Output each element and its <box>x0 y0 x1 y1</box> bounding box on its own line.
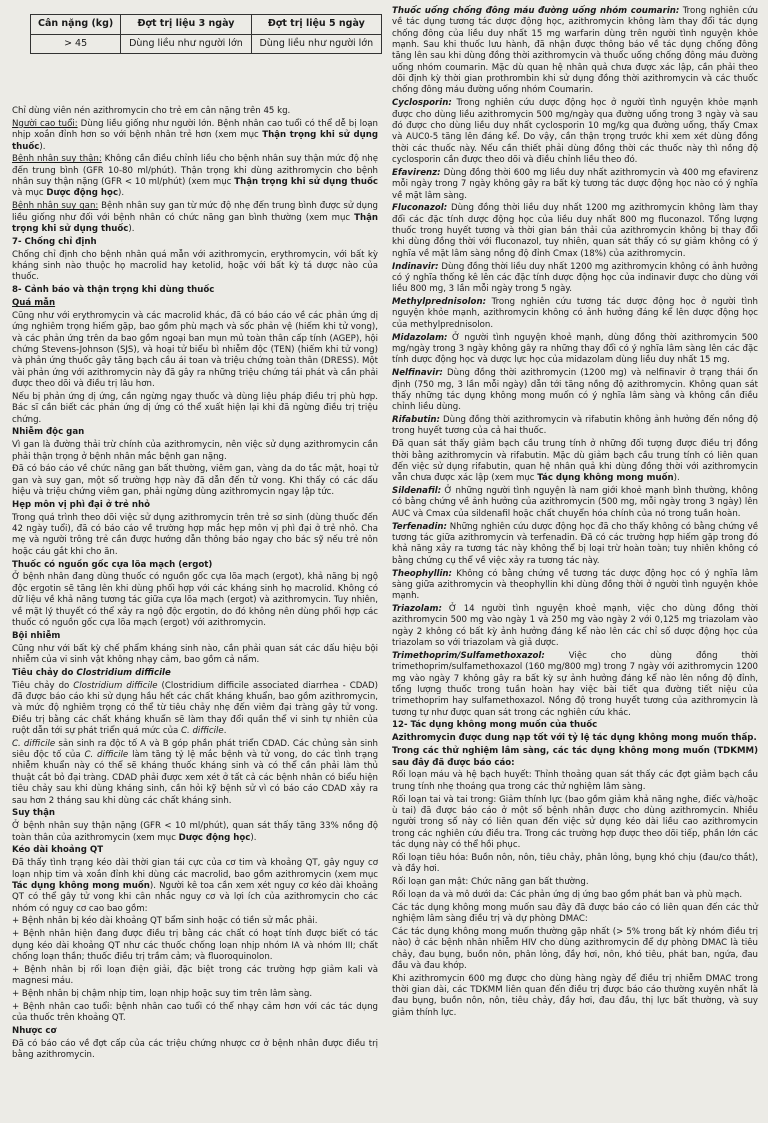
paragraph: Chỉ dùng viên nén azithromycin cho trẻ em cân nặng trên 45 kg. <box>12 106 291 117</box>
subsection-heading: Suy thận <box>12 808 56 819</box>
paragraph: Cũng như với bất kỳ chế phẩm kháng sinh nào, cần phải quan sát các dấu hiệu bội nhiễm của vi sinh vật không nhạy cảm, bao gồm cả nấm. <box>12 643 378 665</box>
paragraph: Trong quá trình theo dõi việc sử dụng azithromycin trên trẻ sơ sinh (dùng thuốc đến 42 ngày tuổi), đã có báo cáo về trường hợp mắc hẹp môn vị phì đại ở trẻ nhỏ. Cha mẹ và người trông trẻ cần được hướng dẫn thông báo ngay cho bác sỹ nếu trẻ nôn hoặc cáu gắt khi cho ăn. <box>12 512 378 557</box>
list-item: + Bệnh nhân bị kéo dài khoảng QT bẩm sinh hoặc có tiền sử mắc phải. <box>12 916 318 927</box>
paragraph: Fluconazol: Dùng đồng thời liều duy nhất 1200 mg azithromycin không làm thay đổi các đặc tính dược động học của liều duy nhất 800 mg fluconazol. Tổng lượng thuốc trong huyết tương và thời gian bán thải của azithromycin không bị thay đổi khi dùng đồng thời với fluconazol, tuy nhiên, quan sát thấy có sự giảm không có ý nghĩa về mặt lâm sàng nồng độ đỉnh Cmax (18%) của azithromycin. <box>392 203 758 259</box>
dosage-table <box>30 14 382 54</box>
paragraph: Các tác dụng không mong muốn sau đây đã được báo cáo có liên quan đến các thử nghiệm lâm sàng điều trị và dự phòng DMAC: <box>392 902 758 924</box>
paragraph: Nelfinavir: Dùng đồng thời azithromycin (1200 mg) và nelfinavir ở trạng thái ổn định (750 mg, 3 lần mỗi ngày) dẫn tới tăng nồng độ azithromycin. Không quan sát thấy những tác dụng không mong muốn có ý nghĩa lâm sàng và không cần điều chỉnh liều dùng. <box>392 368 758 413</box>
subsection-heading: Kéo dài khoảng QT <box>12 845 104 856</box>
paragraph-bold: Azithromycin được dung nạp tốt với tỷ lệ tác dụng không mong muốn thấp. <box>392 733 757 744</box>
subsection-heading: Tiêu chảy do Clostridium difficile <box>12 667 171 678</box>
paragraph-hepatic: Bệnh nhân suy gan: Bệnh nhân suy gan từ mức độ nhẹ đến trung bình được sử dụng liều giống như đối với bệnh nhân có chức năng gan bình thường (xem mục Thận trọng khi sử dụng thuốc). <box>12 201 378 234</box>
list-item: + Bệnh nhân hiện đang được điều trị bằng các chất có hoạt tính được biết có tác dụng kéo dài khoảng QT như các thuốc chống loạn nhịp nhóm IA và nhóm III; chất chống loạn thần; thuốc điều trị trầm cảm; và fluoroquinolon. <box>12 929 378 962</box>
paragraph: Terfenadin: Những nghiên cứu dược động học đã cho thấy không có bằng chứng về tương tác giữa azithromycin và terfenadin. Đã có các trường hợp hiếm gặp trong đó khả năng xảy ra tương tác này không thể bị loại trừ hoàn toàn; tuy nhiên không có bằng chứng cụ thể về việc xảy ra tương tác này. <box>392 521 758 566</box>
paragraph: Rối loạn máu và hệ bạch huyết: Thỉnh thoảng quan sát thấy các đợt giảm bạch cầu trung tính nhẹ thoáng qua trong các thử nghiệm lâm sàng. <box>392 770 758 792</box>
table-header-row <box>31 15 382 35</box>
right-column <box>392 6 758 1119</box>
paragraph: Ở bệnh nhân suy thận nặng (GFR < 10 ml/phút), quan sát thấy tăng 33% nồng độ toàn thân của azithromycin (xem mục Dược động học). <box>12 821 378 843</box>
subsection-heading: Nhược cơ <box>12 1026 57 1037</box>
paragraph: Cũng như với erythromycin và các macrolid khác, đã có báo cáo về các phản ứng dị ứng nghiêm trọng hiếm gặp, bao gồm phù mạch và sốc phản vệ (hiếm khi tử vong), và các phản ứng trên da bao gồm ngoại ban mụn mủ toàn thân cấp tính (AGEP), hội chứng Stevens-Johnson (SJS), và hoại tử biểu bì nhiễm độc (TEN) (hiếm khi tử vong) và phản ứng thuốc gây tăng bạch cầu ái toan và triệu chứng toàn thân (DRESS). Một vài phản ứng với azithromycin này đã gây ra những triệu chứng tái phát và cần phải được theo dõi và điều trị lâu hơn. <box>12 310 378 389</box>
paragraph: Chống chỉ định cho bệnh nhân quá mẫn với azithromycin, erythromycin, với bất kỳ kháng sinh nào thuộc họ macrolid hay ketolid, hoặc với bất kỳ tá dược nào của thuốc. <box>12 249 378 283</box>
paragraph: Các tác dụng không mong muốn thường gặp nhất (> 5% trong bất kỳ nhóm điều trị nào) ở các bệnh nhân nhiễm HIV cho dùng azithromycin để dự phòng DMAC là tiêu chảy, đau bụng, buồn nôn, phân lỏng, đầy hơi, nôn, khó tiêu, phát ban, ngứa, đau đầu và đau khớp. <box>392 926 758 971</box>
paragraph: Vì gan là đường thải trừ chính của azithromycin, nên việc sử dụng azithromycin cần phải thận trọng ở bệnh nhân mắc bệnh gan nặng. <box>12 440 378 462</box>
paragraph: Ở bệnh nhân đang dùng thuốc có nguồn gốc cựa lõa mạch (ergot), khả năng bị ngộ độc ergotin sẽ tăng lên khi dùng phối hợp với các kháng sinh họ macrolid. Không có dữ liệu về khả năng tương tác giữa cựa lõa mạch (ergot) và azithromycin. Tuy nhiên, về mặt lý thuyết có thể xảy ra ngộ độc ergotin, do đó không nên dùng phối hợp các thuốc có nguồn gốc cựa lõa mạch (ergot) với azithromycin. <box>12 572 378 628</box>
list-item: + Bệnh nhân bị rối loạn điện giải, đặc biệt trong các trường hợp giảm kali và magnesi máu. <box>12 964 378 987</box>
paragraph-bold: Trong các thử nghiệm lâm sàng, các tác dụng không mong muốn (TDKMM) sau đây đã được báo cáo: <box>392 746 758 768</box>
paragraph: Rối loạn gan mật: Chức năng gan bất thường. <box>392 876 589 887</box>
subsection-heading: Thuốc có nguồn gốc cựa lõa mạch (ergot) <box>12 559 213 570</box>
table-cell: Dùng liều như người lớn <box>251 34 381 54</box>
paragraph: C. difficile sản sinh ra độc tố A và B góp phần phát triển CDAD. Các chủng sản sinh siêu độc tố của C. difficile làm tăng tỷ lệ mắc bệnh và tử vong, do các tình trạng nhiễm khuẩn này có thể sẽ kháng thuốc kháng sinh và có thể cần phải làm thủ thuật cắt bỏ đại tràng. CDAD phải được xem xét ở tất cả các bệnh nhân có biểu hiện tiêu chảy sau khi dùng kháng sinh, cần hỏi kỹ bệnh sử vì có báo cáo CDAD xảy ra sau hơn 2 tháng sau khi dùng các chất kháng sinh. <box>12 738 379 806</box>
paragraph-elderly: Người cao tuổi: Dùng liều giống như người lớn. Bệnh nhân cao tuổi có thể dễ bị loạn nhịp xoắn đỉnh hơn so với bệnh nhân trẻ hơn (xem mục Thận trọng khi sử dụng thuốc). <box>12 118 378 152</box>
left-column <box>12 6 378 1119</box>
table-header-cell: Đợt trị liệu 5 ngày <box>251 15 381 35</box>
section-heading: 12- Tác dụng không mong muốn của thuốc <box>392 720 598 731</box>
table-header-cell: Đợt trị liệu 3 ngày <box>121 15 251 35</box>
paragraph: Sildenafil: Ở những người tình nguyện là nam giới khoẻ mạnh bình thường, không có bằng chứng về ảnh hưởng của azithromycin (500 mg, mỗi ngày trong 3 ngày) lên AUC và Cmax của sildenafil hoặc chất chuyển hóa chính của nó trong tuần hoàn. <box>392 486 758 519</box>
paragraph: Rối loạn tiêu hóa: Buồn nôn, nôn, tiêu chảy, phân lỏng, bụng khó chịu (đau/co thắt), và đầy hơi. <box>392 852 758 875</box>
paragraph: Đã thấy tình trạng kéo dài thời gian tái cực của cơ tim và khoảng QT, gây nguy cơ loạn nhịp tim và xoắn đỉnh khi dùng các macrolid, bao gồm azithromycin (xem mục Tác dụng không mong muốn). Người kê toa cần xem xét nguy cơ kéo dài khoảng QT có thể gây tử vong khi cân nhắc nguy cơ và lợi ích của azithromycin cho các nhóm có nguy cơ cao bao gồm: <box>12 858 378 914</box>
paragraph: Midazolam: Ở người tình nguyện khoẻ mạnh, dùng đồng thời azithromycin 500 mg/ngày trong 3 ngày không gây ra những thay đổi có ý nghĩa lâm sàng lên các đặc tính dược động học và dược lực học của midazolam dùng liều duy nhất 15 mg. <box>392 332 758 366</box>
paragraph: Đã quan sát thấy giảm bạch cầu trung tính ở những đối tượng được điều trị đồng thời bằng azithromycin và rifabutin. Mặc dù giảm bạch cầu trung tính có liên quan đến việc sử dụng rifabutin, quan hệ nhân quả khi dùng đồng thời với azithromycin vẫn chưa được xác lập (xem mục Tác dụng không mong muốn). <box>392 439 758 484</box>
table-row <box>31 34 382 54</box>
subsection-heading: Quá mẫn <box>12 298 56 309</box>
subsection-heading: Nhiễm độc gan <box>12 427 85 438</box>
paragraph: Theophyllin: Không có bằng chứng về tương tác dược động học có ý nghĩa lâm sàng giữa azithromycin và theophyllin khi dùng đồng thời ở người tình nguyện khỏe mạnh. <box>392 568 758 602</box>
paragraph: Triazolam: Ở 14 người tình nguyện khoẻ mạnh, việc cho dùng đồng thời azithromycin 500 mg vào ngày 1 và 250 mg vào ngày 2 với 0,125 mg triazolam vào ngày 2 không có bất kỳ ảnh hưởng đáng kể nào lên các chỉ số dược động học của triazolam so với triazolam và giả dược. <box>392 604 758 649</box>
paragraph: Khi azithromycin 600 mg được cho dùng hàng ngày để điều trị nhiễm DMAC trong thời gian dài, các TDKMM liên quan đến điều trị được báo cáo thường xuyên nhất là đau bụng, buồn nôn, nôn, tiêu chảy, đầy hơi, đau đầu, thị lực bất thường, và suy giảm thính lực. <box>392 973 758 1018</box>
paragraph: Methylprednisolon: Trong nghiên cứu tương tác dược động học ở người tình nguyện khỏe mạnh, azithromycin không có ảnh hưởng đáng kể lên dược động học của methylprednisolon. <box>392 297 758 330</box>
paragraph: Rối loạn da và mô dưới da: Các phản ứng dị ứng bao gồm phát ban và phù mạch. <box>392 889 743 900</box>
section-heading: 7- Chống chỉ định <box>12 236 97 247</box>
table-cell: Dùng liều như người lớn <box>121 34 251 54</box>
list-item: + Bệnh nhân bị chậm nhịp tim, loạn nhịp hoặc suy tim trên lâm sàng. <box>12 989 313 999</box>
list-item: + Bệnh nhân cao tuổi: bệnh nhân cao tuổi có thể nhạy cảm hơn với các tác dụng của thuốc trên khoảng QT. <box>12 1001 378 1024</box>
paragraph: Nếu bị phản ứng dị ứng, cần ngừng ngay thuốc và dùng liệu pháp điều trị phù hợp. Bác sĩ cần biết các phản ứng dị ứng có thể xuất hiện lại khi đã ngừng điều trị triệu chứng. <box>12 391 378 425</box>
paragraph-coumarin: Thuốc uống chống đông máu đường uống nhóm coumarin: Trong nghiên cứu về tác dụng tương tác dược động học, azithromycin không làm thay đổi tác dụng chống đông của liều duy nhất 15 mg warfarin dùng trên người tình nguyện khỏe mạnh. Sau khi thuốc lưu hành, đã nhận được thông báo về tác dụng chống đông tăng lên sau khi dùng đồng thời azithromycin và thuốc uống chống đông máu đường uống nhóm coumarin. Mặc dù quan hệ nhân quả chưa được xác lập, cần phải theo dõi định kỳ thời gian prothrombin khi sử dụng đồng thời azithromycin và các thuốc chống đông máu đường uống nhóm Coumarin. <box>392 6 758 96</box>
table-cell: > 45 <box>31 34 121 54</box>
section-heading: 8- Cảnh báo và thận trọng khi dùng thuốc <box>12 285 215 296</box>
paragraph: Cyclosporin: Trong nghiên cứu dược động học ở người tình nguyện khỏe mạnh được cho dùng liều azithromycin 500 mg/ngày qua đường uống trong 3 ngày và sau đó được cho dùng liều duy nhất cyclosporin 10 mg/kg qua đường uống, thấy Cmax và AUC0-5 tăng lên đáng kể. Do vậy, cần thận trọng trước khi xem xét dùng đồng thời các thuốc này. Nếu cần thiết phải dùng đồng thời các thuốc này thì nồng độ cyclosporin cần được theo dõi và điều chỉnh liều theo đó. <box>392 98 758 165</box>
paragraph: Trimethoprim/Sulfamethoxazol: Việc cho dùng đồng thời trimethoprim/sulfamethoxazol (160 mg/800 mg) trong 7 ngày với azithromycin 1200 mg vào ngày 7 không gây ra bất kỳ sự ảnh hưởng đáng kể nào lên nồng độ đỉnh, tổng lượng thuốc trong tuần hoàn hay việc bài tiết qua đường tiết niệu của trimethoprim hay sulfamethoxazol. Nồng độ trong huyết tương của azithromycin là tương tự như được quan sát trong các nghiên cứu khác. <box>392 650 758 718</box>
paragraph: Đã có báo cáo về đợt cấp của các triệu chứng nhược cơ ở bệnh nhân được điều trị bằng azithromycin. <box>12 1038 378 1061</box>
paragraph-renal: Bệnh nhân suy thận: Không cần điều chỉnh liều cho bệnh nhân suy thận mức độ nhẹ đến trung bình (GFR 10-80 ml/phút). Thận trọng khi dùng azithromycin cho bệnh nhân suy thận nặng (GFR < 10 ml/phút) (xem mục Thận trọng khi sử dụng thuốc và mục Dược động học). <box>12 154 379 199</box>
paragraph: Đã có báo cáo về chức năng gan bất thường, viêm gan, vàng da do tắc mật, hoại tử gan và suy gan, một số trường hợp này đã dẫn đến tử vong. Khi thấy có các dấu hiệu và triệu chứng viêm gan, phải ngừng dùng azithromycin ngay lập tức. <box>12 464 378 498</box>
table-header-cell: Cân nặng (kg) <box>31 15 121 35</box>
paragraph: Rifabutin: Dùng đồng thời azithromycin và rifabutin không ảnh hưởng đến nồng độ trong huyết tương của cả hai thuốc. <box>392 415 758 437</box>
subsection-heading: Bội nhiễm <box>12 630 61 641</box>
paragraph: Tiêu chảy do Clostridium difficile (Clostridium difficile associated diarrhea - CDAD) đã được báo cáo khi sử dụng hầu hết các chất kháng khuẩn, bao gồm azithromycin, và mức độ nghiêm trọng có thể từ tiêu chảy nhẹ đến viêm đại tràng gây tử vong. Điều trị bằng các chất kháng khuẩn sẽ làm thay đổi quần thể vi sinh tự nhiên của ruột dẫn tới sự phát triển quá mức của C. difficile. <box>12 680 379 736</box>
paragraph: Rối loạn tai và tai trong: Giảm thính lực (bao gồm giảm khả năng nghe, điếc và/hoặc ù tai) đã được báo cáo ở một số bệnh nhân được cho dùng azithromycin. Nhiều người trong số này có liên quan đến việc sử dụng kéo dài liều cao azithromycin trong các nghiên cứu điều tra. Trong các trường hợp được theo dõi tiếp, phần lớn các tác dụng này có thể hồi phục. <box>392 794 758 850</box>
paragraph: Indinavir: Dùng đồng thời liều duy nhất 1200 mg azithromycin không có ảnh hưởng có ý nghĩa thống kê lên các đặc tính dược động học của indinavir được cho dùng với liều 800 mg, 3 lần mỗi ngày trong 5 ngày. <box>392 261 758 295</box>
subsection-heading: Hẹp môn vị phì đại ở trẻ nhỏ <box>12 499 150 510</box>
paragraph: Efavirenz: Dùng đồng thời 600 mg liều duy nhất azithromycin và 400 mg efavirenz mỗi ngày trong 7 ngày không gây ra bất kỳ tương tác dược động học nào có ý nghĩa về mặt lâm sàng. <box>392 167 758 201</box>
